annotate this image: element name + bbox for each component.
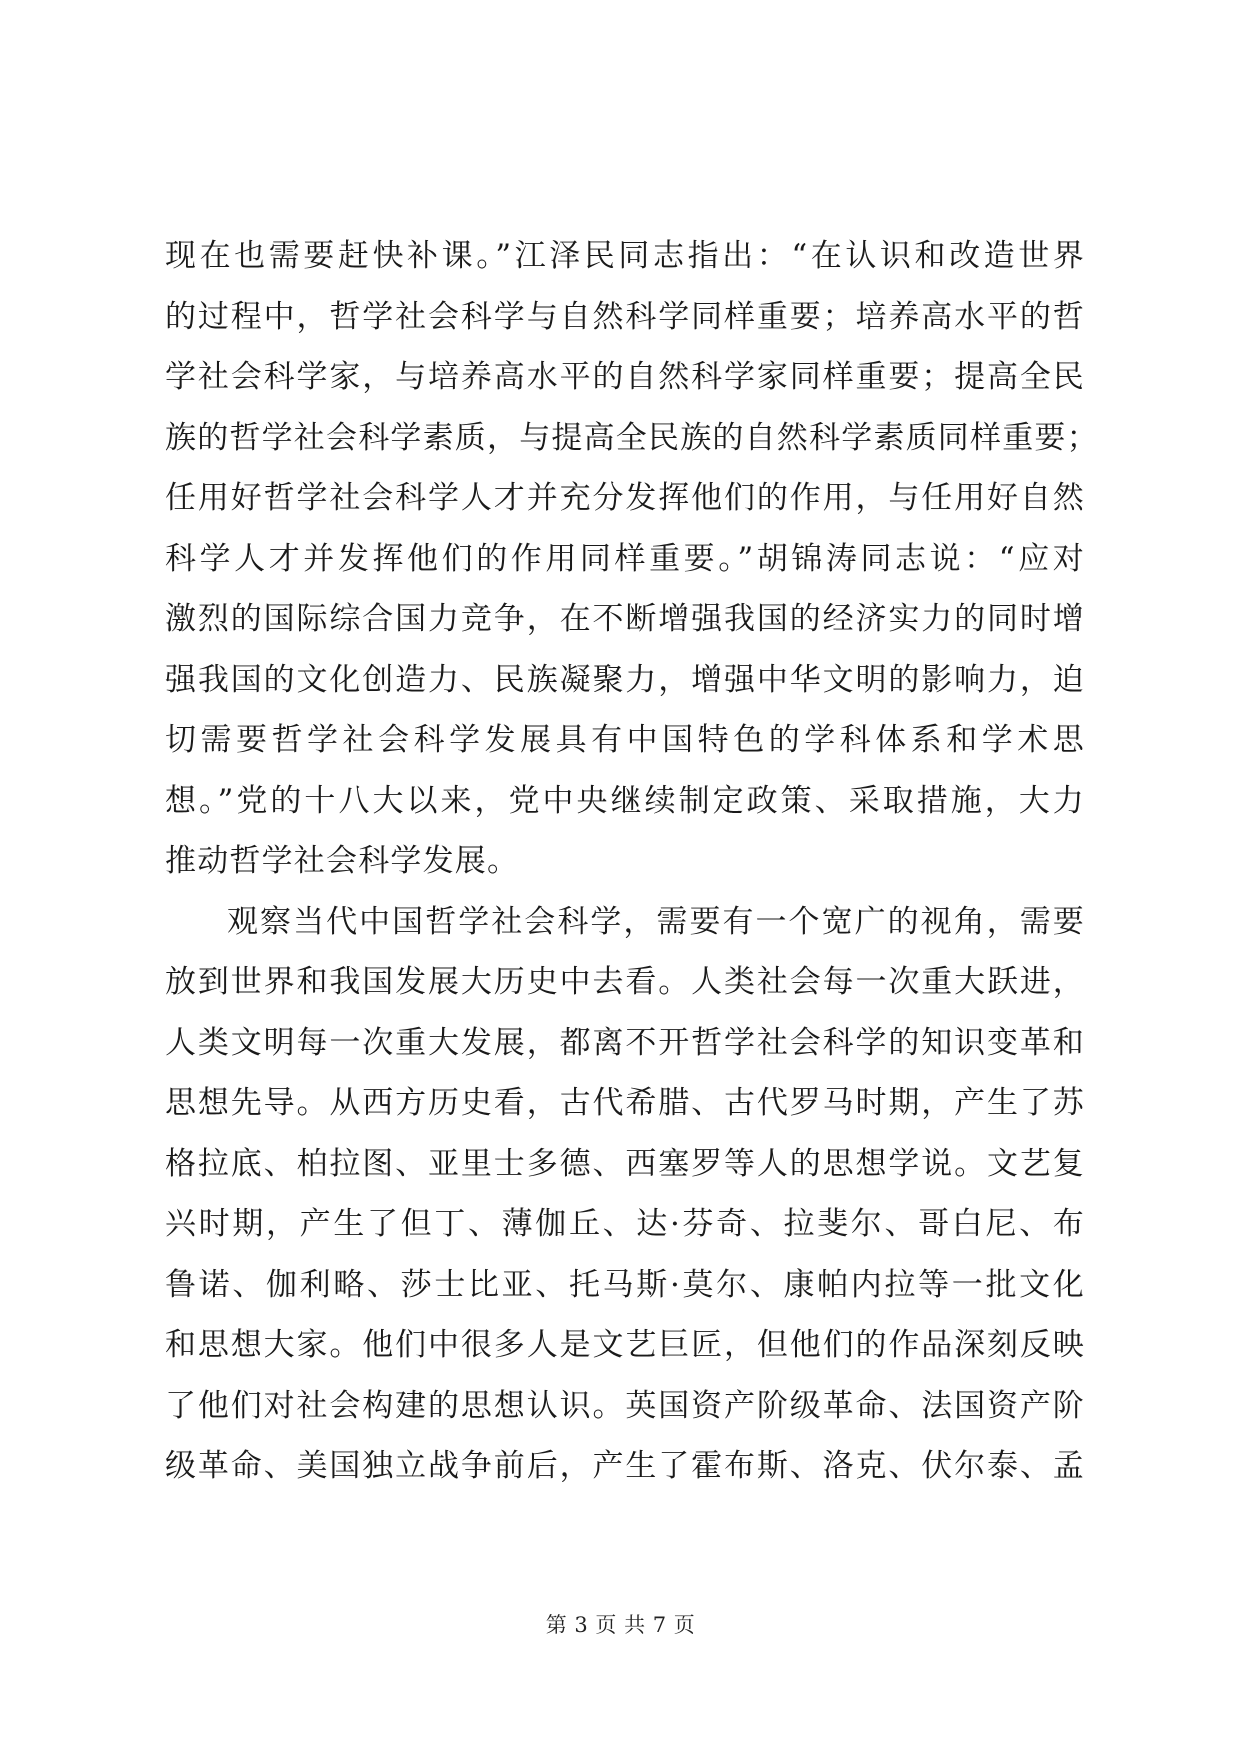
text-line: 想。”党的十八大以来，党中央继续制定政策、采取措施，大力 xyxy=(165,782,1085,819)
text-line: 人类文明每一次重大发展，都离不开哲学社会科学的知识变革和 xyxy=(165,1024,1085,1061)
text-line: 格拉底、柏拉图、亚里士多德、西塞罗等人的思想学说。文艺复 xyxy=(165,1145,1085,1182)
text-line: 级革命、美国独立战争前后，产生了霍布斯、洛克、伏尔泰、孟 xyxy=(165,1448,1085,1484)
paragraph-1 xyxy=(165,226,1099,892)
text-line: 放到世界和我国发展大历史中去看。人类社会每一次重大跃进， xyxy=(165,964,1085,1000)
text-line: 的过程中，哲学社会科学与自然科学同样重要；培养高水平的哲 xyxy=(165,298,1085,335)
text-line: 学社会科学家，与培养高水平的自然科学家同样重要；提高全民 xyxy=(165,359,1085,395)
text-line: 任用好哲学社会科学人才并充分发挥他们的作用，与任用好自然 xyxy=(165,480,1085,516)
text-line: 思想先导。从西方历史看，古代希腊、古代罗马时期，产生了苏 xyxy=(165,1085,1085,1121)
text-line: 和思想大家。他们中很多人是文艺巨匠，但他们的作品深刻反映 xyxy=(165,1327,1085,1363)
paragraph-2 xyxy=(165,892,1085,1497)
text-line: 切需要哲学社会科学发展具有中国特色的学科体系和学术思 xyxy=(165,722,1085,758)
text-line: 强我国的文化创造力、民族凝聚力，增强中华文明的影响力，迫 xyxy=(165,661,1085,698)
page-footer: 第 3 页 共 7 页 xyxy=(545,1613,696,1637)
text-line: 族的哲学社会科学素质，与提高全民族的自然科学素质同样重要； xyxy=(165,419,1099,456)
text-line: 激烈的国际综合国力竞争，在不断增强我国的经济实力的同时增 xyxy=(165,601,1085,637)
text-line: 现在也需要赶快补课。”江泽民同志指出：“在认识和改造世界 xyxy=(165,238,1085,274)
text-line: 鲁诺、伽利略、莎士比亚、托马斯·莫尔、康帕内拉等一批文化 xyxy=(165,1266,1085,1303)
text-line: 推动哲学社会科学发展。 xyxy=(165,843,520,879)
document-body xyxy=(165,226,1099,1497)
text-line: 观察当代中国哲学社会科学，需要有一个宽广的视角，需要 xyxy=(227,903,1085,940)
text-line: 了他们对社会构建的思想认识。英国资产阶级革命、法国资产阶 xyxy=(165,1387,1085,1424)
text-line: 科学人才并发挥他们的作用同样重要。”胡锦涛同志说：“应对 xyxy=(165,540,1085,577)
text-line: 兴时期，产生了但丁、薄伽丘、达·芬奇、拉斐尔、哥白尼、布 xyxy=(165,1206,1085,1242)
